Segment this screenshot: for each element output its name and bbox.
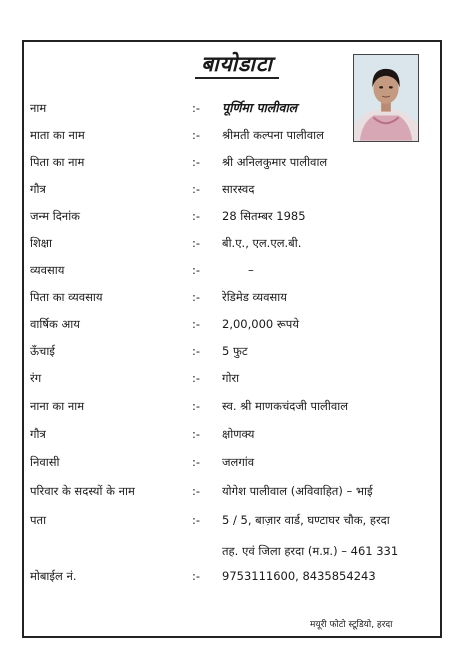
field-label: व्यवसाय	[30, 263, 65, 277]
field-value: बी.ए., एल.एल.बी.	[222, 236, 302, 250]
row-height	[0, 340, 474, 362]
row-maternal-grandfather	[0, 395, 474, 417]
field-value: पूर्णिमा पालीवाल	[222, 100, 298, 115]
field-value: श्रीमती कल्पना पालीवाल	[222, 128, 324, 142]
field-separator: :-	[192, 455, 201, 469]
field-separator: :-	[192, 399, 201, 413]
field-separator: :-	[192, 427, 201, 441]
row-family-members	[0, 480, 474, 502]
row-education	[0, 232, 474, 254]
field-label: नाना का नाम	[30, 399, 85, 413]
row-annual-income	[0, 313, 474, 335]
row-gotra	[0, 178, 474, 200]
row-father-occupation	[0, 286, 474, 308]
field-separator: :-	[192, 484, 201, 498]
field-label: पता	[30, 513, 47, 527]
field-separator: :-	[192, 317, 201, 331]
studio-footer: मयूरी फोटो स्टूडियो, हरदा	[310, 620, 393, 630]
row-mother-name	[0, 124, 474, 146]
field-label: रंग	[30, 371, 42, 385]
row-residence	[0, 451, 474, 473]
field-value: स्व. श्री माणकचंदजी पालीवाल	[222, 399, 348, 413]
row-name	[0, 97, 474, 119]
field-separator: :-	[192, 569, 201, 583]
field-separator: :-	[192, 236, 201, 250]
field-label: वार्षिक आय	[30, 317, 80, 331]
field-label: शिक्षा	[30, 236, 53, 250]
field-value: रेडिमेड व्यवसाय	[222, 290, 287, 304]
field-label: पिता का नाम	[30, 155, 85, 169]
field-value: –	[248, 263, 254, 277]
field-value: श्री अनिलकुमार पालीवाल	[222, 155, 328, 169]
field-separator: :-	[192, 155, 201, 169]
field-separator: :-	[192, 209, 201, 223]
field-label: निवासी	[30, 455, 60, 469]
field-separator: :-	[192, 344, 201, 358]
field-label: गौत्र	[30, 427, 46, 441]
field-value: 28 सितम्बर 1985	[222, 209, 306, 223]
field-value: 9753111600, 8435854243	[222, 569, 376, 583]
field-value: 5 / 5, बाज़ार वार्ड, घण्टाघर चौक, हरदा	[222, 513, 390, 527]
field-label: जन्म दिनांक	[30, 209, 81, 223]
row-complexion	[0, 367, 474, 389]
row-address	[0, 509, 474, 531]
address-line-2: तह. एवं जिला हरदा (म.प्र.) – 461 331	[222, 544, 399, 558]
field-separator: :-	[192, 513, 201, 527]
field-value: सारस्वद	[222, 182, 255, 196]
field-separator: :-	[192, 128, 201, 142]
field-value: जलगांव	[222, 455, 255, 469]
field-label: मोबाईल नं.	[30, 569, 77, 583]
field-value: योगेश पालीवाल (अविवाहित) – भाई	[222, 484, 373, 498]
field-label: माता का नाम	[30, 128, 85, 142]
field-label: परिवार के सदस्यों के नाम	[30, 484, 135, 498]
row-father-name	[0, 151, 474, 173]
field-value: 2,00,000 रूपये	[222, 317, 300, 331]
field-separator: :-	[192, 182, 201, 196]
row-birth-date	[0, 205, 474, 227]
field-separator: :-	[192, 290, 201, 304]
row-maternal-gotra	[0, 423, 474, 445]
field-label: पिता का व्यवसाय	[30, 290, 103, 304]
field-separator: :-	[192, 101, 201, 115]
field-label: ऊँचाई	[30, 344, 55, 358]
field-value: 5 फुट	[222, 344, 248, 358]
row-mobile	[0, 565, 474, 587]
field-separator: :-	[192, 371, 201, 385]
row-occupation	[0, 259, 474, 281]
field-separator: :-	[192, 263, 201, 277]
field-label: गौत्र	[30, 182, 46, 196]
field-value: गोरा	[222, 371, 240, 385]
title-text: बायोडाटा	[195, 51, 279, 79]
field-value: क्षोणक्य	[222, 427, 255, 441]
field-label: नाम	[30, 101, 47, 115]
